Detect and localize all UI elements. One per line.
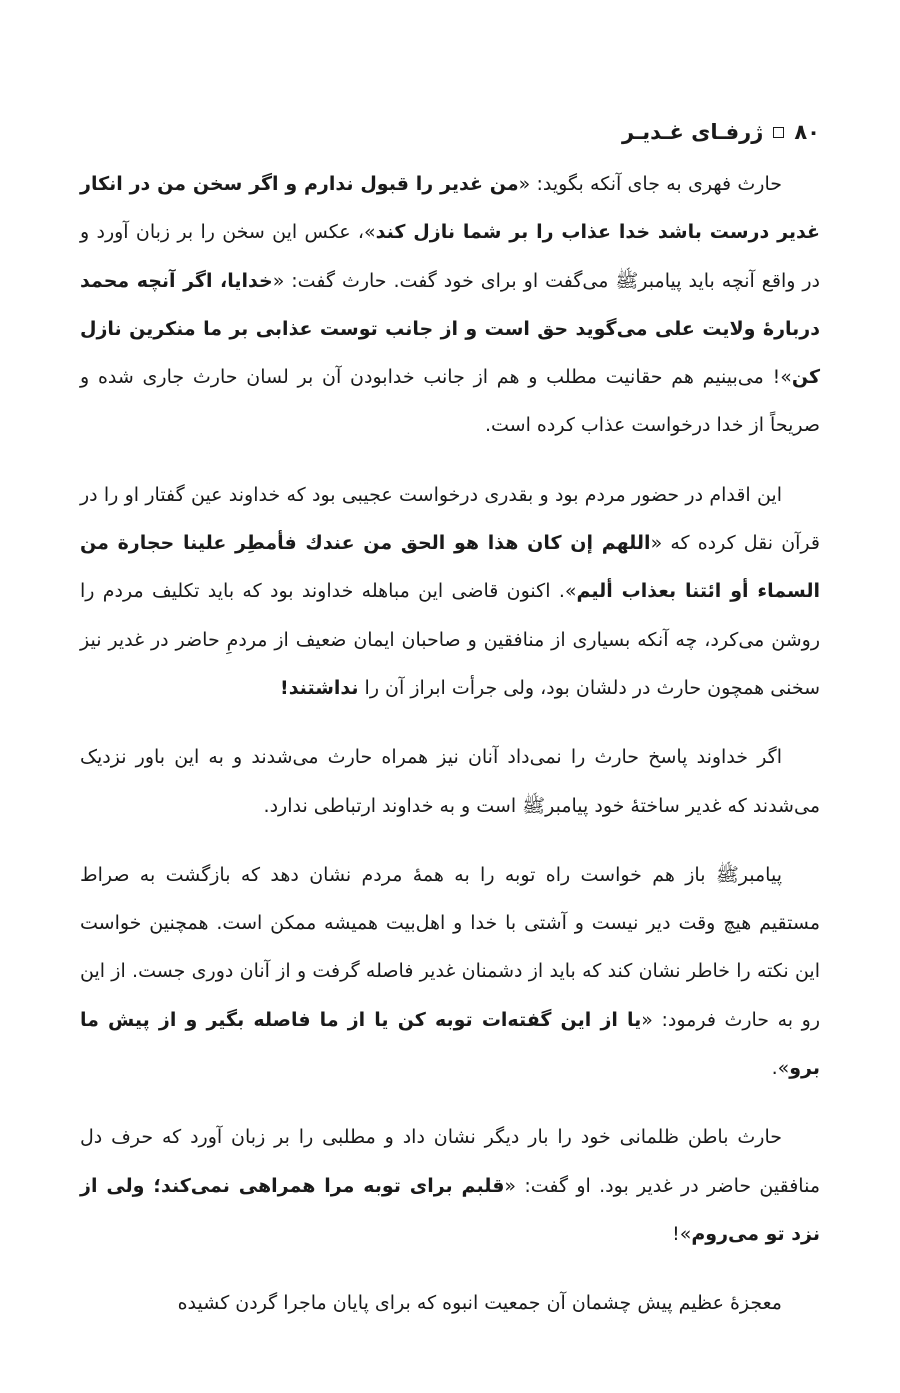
paragraph (80, 851, 820, 1092)
text-run: پیامبرﷺ باز هم خواست راه توبه را به همهٔ مردم نشان دهد که بازگشت به صراط مستقیم هیچ وقت دیر نیست و آشتی با خدا و اهل‌بیت همیشه ممکن است. همچنین خواست این نکته را خاطر نشان کند که باید از دشمنان غدیر فاصله گرفت و از آنان دوری جست. از این رو به حارث فرمود: « (80, 863, 820, 1031)
text-run: حارث باطن ظلمانی خود را بار دیگر نشان داد و مطلبی را بر زبان آورد که حرف دل منافقین حاضر در غدیر بود. او گفت: « (80, 1126, 820, 1197)
page-number: ۸۰ (794, 120, 820, 144)
paragraph (80, 733, 820, 830)
book-title: ژرفـای غـدیـر (622, 120, 764, 144)
text-run: »، عکس این سخن را بر زبان آورد و در واقع آنچه باید پیامبرﷺ می‌گفت او برای خود گفت. حارث گفت: « (80, 221, 820, 292)
bold-text-run: قلبم برای توبه مرا همراهی نمی‌کند؛ ولی از نزد تو می‌روم (80, 1174, 820, 1245)
square-ornament-icon (773, 127, 784, 138)
text-run: معجزهٔ عظیم پیش چشمان آن جمعیت انبوه که برای پایان ماجرا گردن کشیده (177, 1292, 782, 1315)
paragraph (80, 160, 820, 450)
page-body (80, 160, 820, 1328)
bold-text-run: یا از این گفته‌ات توبه کن یا از ما فاصله بگیر و از پیش ما برو (80, 1008, 820, 1080)
text-run: این اقدام در حضور مردم بود و بقدری درخواست عجیبی بود که خداوند عین گفتار او را در قرآن نقل کرده که « (80, 483, 821, 555)
bold-text-run: اللهم إن كان هذا هو الحق من عندك فأمطِر علينا حجارة من السماء أو ائتنا بعذاب أليم (80, 532, 820, 603)
text-run: ». (771, 1057, 790, 1080)
bold-text-run: خدایا، اگر آنچه محمد دربارهٔ ولایت علی می‌گوید حق است و از جانب توست عذابی بر ما منکرین نازل کن (80, 269, 820, 389)
bold-text-run: من غدیر را قبول ندارم و اگر سخن من در انکار غدیر درست باشد خدا عذاب را بر شما نازل کند (80, 173, 820, 244)
paragraph (80, 471, 820, 712)
text-run: حارث فهری به جای آنکه بگوید: « (518, 173, 782, 195)
paragraph (80, 1113, 820, 1258)
book-page (80, 110, 820, 1328)
paragraph (80, 1279, 820, 1327)
text-run: اگر خداوند پاسخ حارث را نمی‌داد آنان نیز همراه حارث می‌شدند و به این باور نزدیک می‌شدند که غدیر ساختهٔ خود پیامبرﷺ است و به خداوند ارتباطی ندارد. (80, 746, 820, 817)
text-run: »! (672, 1222, 692, 1245)
bold-text-run: نداشتند! (280, 676, 359, 699)
text-run: ». اکنون قاضی این مباهله خداوند بود که باید تکلیف مردم را روشن می‌کرد، چه آنکه بسیاری از منافقین و صاحبان ایمان ضعیف از مردمِ حاضر در غدیر نیز سخنی همچون حارث در دلشان بود، ولی جرأت ابراز آن را (80, 580, 820, 699)
page-header (80, 110, 820, 154)
text-run: »! می‌بینیم هم حقانیت مطلب و هم از جانب خدابودن آن بر لسان حارث جاری شده و صریحاً از خدا درخواست عذاب کرده است. (80, 366, 820, 437)
